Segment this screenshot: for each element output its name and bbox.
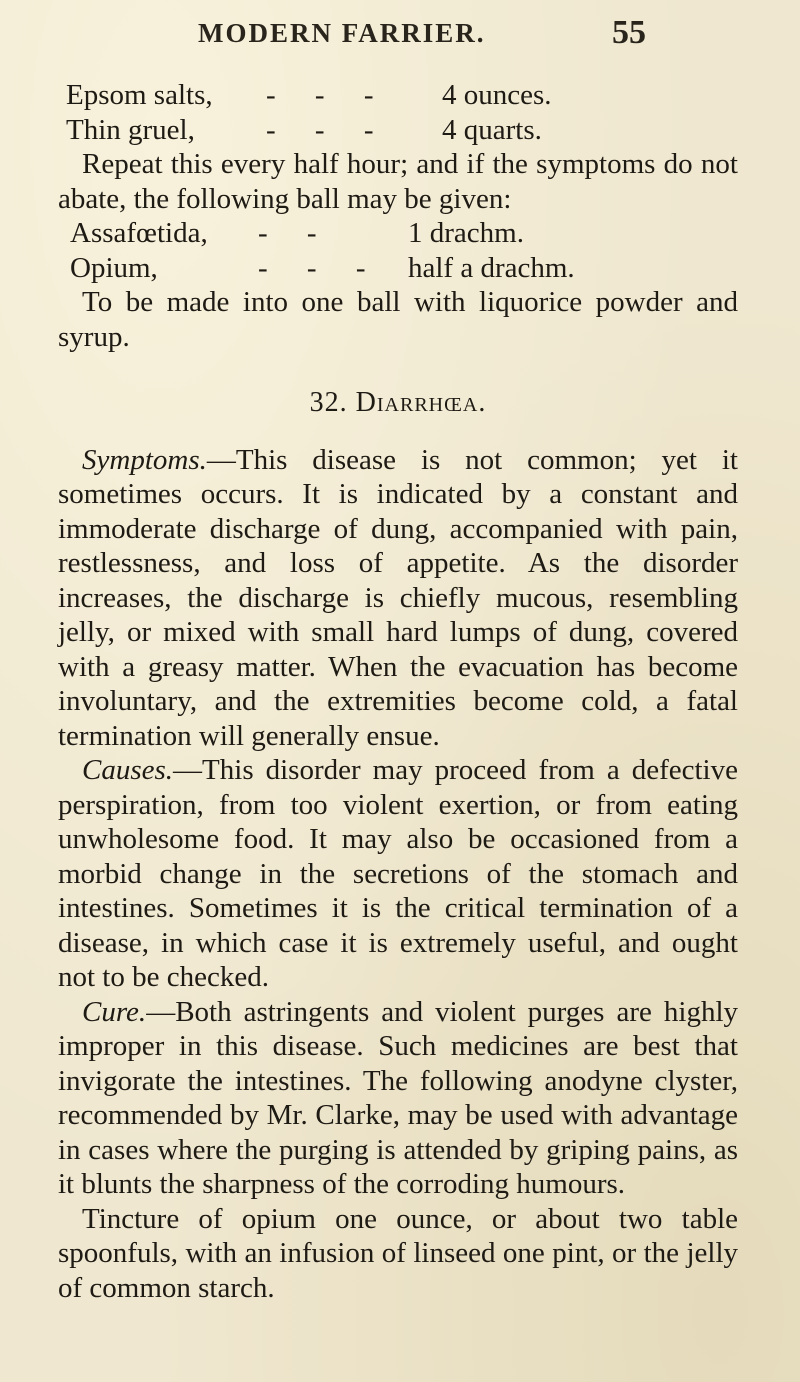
prescription-line — [58, 78, 738, 113]
quantity: 4 ounces. — [442, 79, 552, 111]
causes-lead: Causes. — [82, 754, 174, 786]
causes-text: —This disorder may proceed from a defective perspiration, from too violent exertion, or from eating unwholesome food. It may also be occasioned from a morbid change in the secretions of the stomach and intestines. Sometimes it is the critical termination of a disease, in which case it is extremely useful, and ought not to be checked. — [58, 754, 738, 993]
leader-dashes: - - - — [258, 251, 382, 284]
paragraph-cure — [58, 995, 738, 1202]
prescription-line — [58, 251, 738, 286]
cure-lead: Cure. — [82, 995, 147, 1028]
ingredient: Opium, — [70, 251, 158, 284]
quantity: half a drachm. — [408, 251, 575, 284]
prescription-line — [58, 113, 738, 148]
quantity: 1 drachm. — [408, 217, 524, 249]
leader-dashes: - - — [258, 217, 333, 249]
running-head — [0, 14, 800, 54]
paragraph-repeat: Repeat this every half hour; and if the symptoms do not abate, the following ball may be given: — [58, 148, 738, 215]
section-title: Diarrhœa. — [355, 387, 487, 418]
symptoms-text: —This disease is not common; yet it sometimes occurs. It is indicated by a constant and immoderate discharge of dung, accompanied with pain, restlessness, and loss of appetite. As the disorder increases, the discharge is chiefly mucous, resembling jelly, or mixed with small hard lumps of dung, covered with a greasy matter. When the evacuation has become involuntary, and the extremities become cold, a fatal termination will generally ensue. — [58, 443, 738, 752]
prescription-line — [58, 216, 738, 251]
ingredient: Thin gruel, — [66, 113, 195, 146]
leader-dashes: - - - — [266, 79, 390, 111]
paragraph-tincture: Tincture of opium one ounce, or about two table spoonfuls, with an infusion of linseed one pint, or the jelly of common starch. — [58, 1202, 738, 1304]
ingredient: Epsom salts, — [66, 79, 213, 111]
page-number: 55 — [612, 14, 646, 51]
running-title: MODERN FARRIER. — [198, 18, 486, 48]
section-number: 32. — [309, 387, 348, 418]
text-block — [58, 78, 738, 1305]
ingredient: Assafœtida, — [70, 217, 208, 249]
paragraph-causes — [58, 753, 738, 995]
section-heading — [58, 386, 738, 421]
leader-dashes: - - - — [266, 113, 390, 146]
symptoms-lead: Symptoms. — [82, 443, 207, 476]
paragraph-symptoms — [58, 443, 738, 754]
cure-text: —Both astringents and violent purges are highly improper in this disease. Such medicines are best that invigorate the intestines. The following anodyne clyster, recommended by Mr. Clarke, may be used with advantage in cases where the purging is attended by griping pains, as it blunts the sharpness of the corroding humours. — [58, 995, 738, 1200]
quantity: 4 quarts. — [442, 113, 542, 146]
paragraph-ball: To be made into one ball with liquorice powder and syrup. — [58, 286, 738, 353]
